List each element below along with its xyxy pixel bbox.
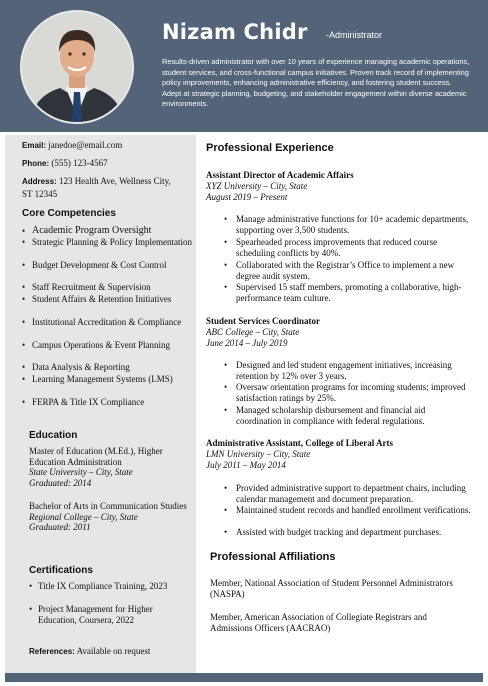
bullet-icon: • [22,374,26,384]
bullet-icon: • [22,282,26,292]
job-dates: August 2019 – Present [206,192,288,202]
candidate-name: Nizam Chidr [162,20,308,44]
references-label: References: [29,647,75,656]
experience-title: Professional Experience [206,142,334,154]
contact-email [22,139,122,152]
job-dates: July 2011 – May 2014 [206,460,286,470]
bullet-icon: • [22,294,26,304]
references [29,646,150,656]
bullet-icon: • [224,214,228,224]
bullet-icon: • [22,317,26,327]
school: State University – City, State [29,467,133,478]
bullet-icon: • [29,604,33,614]
phone-value: (555) 123-4567 [51,158,108,168]
bullet-icon: • [224,360,228,370]
address-line-1: 123 Health Ave, Wellness City, [58,176,171,186]
degree: Master of Education (M.Ed.), Higher Education Administration [29,446,163,467]
competency-item: • Strategic Planning & Policy Implementation [22,237,192,247]
job-bullet: • Collaborated with the Registrar’s Office to implement a new degree audit system. [224,260,455,281]
bullet-icon: • [224,483,228,493]
summary-text: Results-driven administrator with over 10 years of experience managing academic operations, student services, and cross-functional campus initiatives. Proven track record of implementing policy improvements, enhancing administrative efficiency, and fostering student success. Adept at strategic planning, budgeting, and stakeholder engagement within diverse academic environments. [162,57,470,109]
competency-item: • FERPA & Title IX Compliance [22,397,145,407]
bullet-icon: • [224,405,228,415]
job-bullet: • Provided administrative support to department chairs, including calendar management and document preparation. [224,483,466,504]
bullet-icon: • [22,340,26,350]
page-edge [480,132,484,673]
job-organization: ABC College – City, State [206,327,300,337]
profile-photo [20,10,134,124]
bullet-icon: • [22,226,26,236]
address-label: Address: [22,177,57,186]
competency-item: • Data Analysis & Reporting [22,362,130,372]
bullet-icon: • [29,581,33,591]
bullet-icon: • [224,282,228,292]
competency-item: • Learning Management Systems (LMS) [22,374,173,384]
education-title: Education [29,430,78,441]
job-title: Administrative Assistant, College of Liberal Arts [206,438,393,448]
job-bullet: • Designed and led student engagement initiatives, increasing retention by 12% over 3 years. [224,360,452,381]
job-bullet: • Oversaw orientation programs for incoming students; improved satisfaction ratings by 25%. [224,382,466,403]
affiliations-title: Professional Affiliations [210,551,336,563]
bullet-icon: • [22,362,26,372]
bullet-icon: • [22,397,26,407]
competency-item: • Student Affairs & Retention Initiatives [22,294,172,304]
footer-bar [5,673,483,682]
bullet-icon: • [224,382,228,392]
candidate-role: -Administrator [326,30,383,40]
bullet-icon: • [224,505,228,515]
bullet-icon: • [22,260,26,270]
competency-item: • Institutional Accreditation & Compliance [22,317,182,327]
job-bullet: • Managed scholarship disbursement and financial aid coordination in compliance with federal regulations. [224,405,426,426]
school: Regional College – City, State [29,511,138,522]
contact-address [22,175,171,200]
education-entry [29,501,191,533]
references-value: Available on request [76,646,151,656]
job-organization: XYZ University – City, State [206,181,308,191]
job-bullet: • Manage administrative functions for 10+ academic departments, supporting over 3,500 students. [224,214,469,235]
competency-item: • Budget Development & Cost Control [22,260,167,270]
competency-item: • Academic Program Oversight [22,225,152,236]
email-value: janedoe@email.com [48,140,123,150]
job-title: Assistant Director of Academic Affairs [206,170,354,180]
competency-item: • Staff Recruitment & Supervision [22,282,151,292]
job-title: Student Services Coordinator [206,316,320,326]
graduation-date: Graduated: 2011 [29,522,91,533]
job-bullet: • Spearheaded process improvements that reduced course scheduling conflicts by 40%. [224,237,438,258]
certification-item: • Project Management for Higher Education, Coursera, 2022 [29,604,153,625]
education-entry [29,446,191,488]
bullet-icon: • [224,237,228,247]
job-bullet: • Supervised 15 staff members, promoting a collaborative, high-performance team culture. [224,282,462,303]
competency-item: • Campus Operations & Event Planning [22,340,170,350]
graduation-date: Graduated: 2014 [29,477,92,488]
job-dates: June 2014 – July 2019 [206,338,288,348]
bullet-icon: • [22,237,26,247]
certifications-title: Certifications [29,565,93,576]
job-bullet: • Assisted with budget tracking and department purchases. [224,527,442,537]
job-bullet: • Maintained student records and handled enrollment verifications. [224,505,471,515]
person-portrait-icon [22,12,132,122]
degree: Bachelor of Arts in Communication Studies [29,501,187,511]
bullet-icon: • [224,527,228,537]
certification-item: • Title IX Compliance Training, 2023 [29,581,168,591]
job-organization: LMN University – City, State [206,449,311,459]
affiliation-item: Member, National Association of Student Personnel Administrators (NASPA) [210,578,453,599]
address-line-2: ST 12345 [22,189,58,199]
bullet-icon: • [224,260,228,270]
phone-label: Phone: [22,159,50,168]
affiliation-item: Member, American Association of Collegiate Registrars and Admissions Officers (AACRAO) [210,612,427,633]
email-label: Email: [22,141,47,150]
contact-phone [22,157,108,170]
competencies-title: Core Competencies [22,208,116,219]
